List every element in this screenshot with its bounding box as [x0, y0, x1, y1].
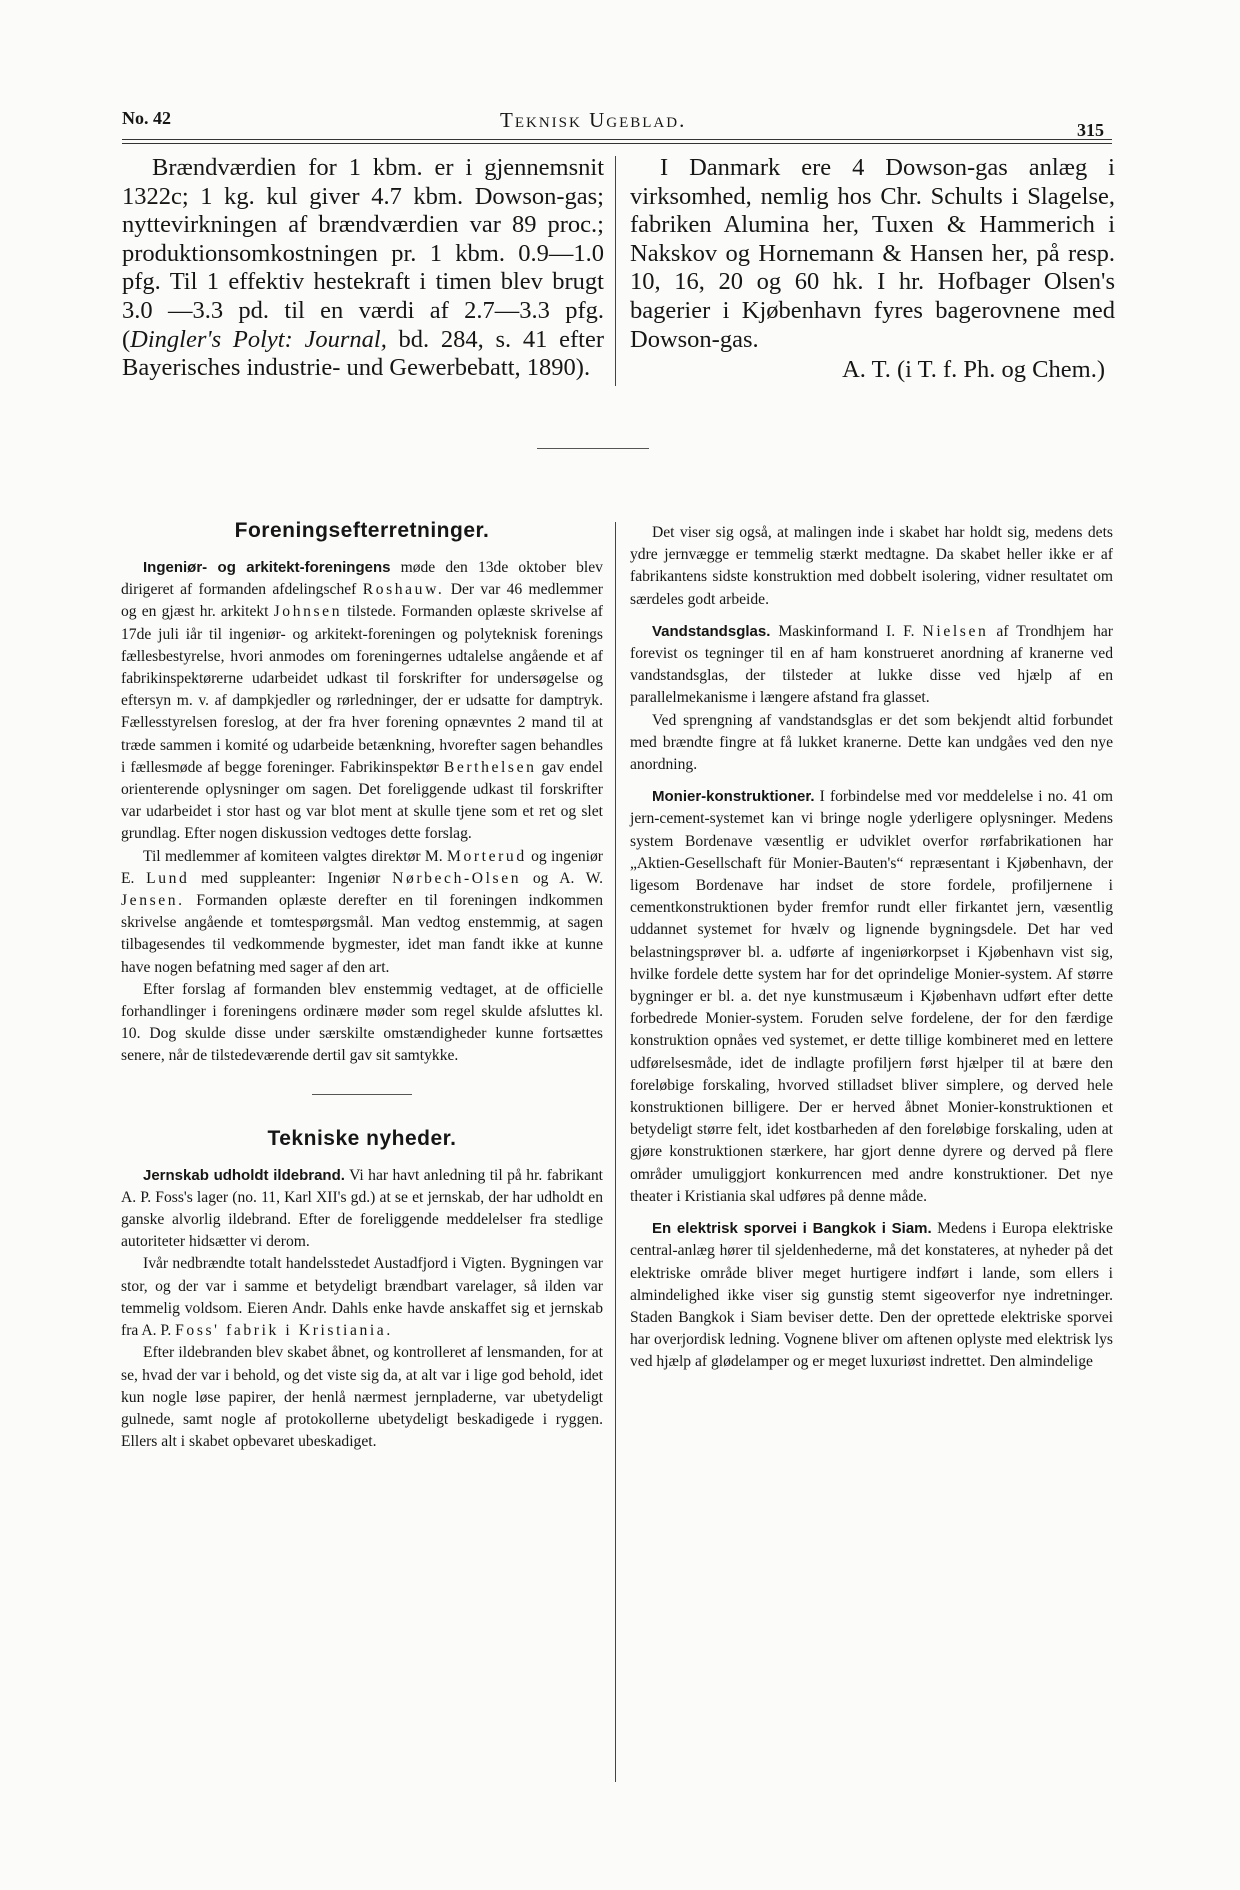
- text-run: Vi har havt anledning til på hr. fabrikant A. P. Foss's lager (no. 11, Karl XII's gd.) at se et jernskab, der har udholdt en ganske alvorlig ildebrand. Efter de foreliggende meddelelser fra stedlige autoriteter hidsætter vi derom.: [121, 1166, 603, 1251]
- paragraph: [121, 1253, 603, 1342]
- right-column: [630, 522, 1113, 1374]
- text-run: møde den 13de oktober blev dirigeret af formanden afdelingschef: [121, 559, 603, 599]
- person-name: Johnsen: [273, 603, 343, 621]
- text-run: og A. W.: [521, 869, 603, 887]
- paragraph: [630, 786, 1113, 1208]
- citation: Dingler's Polyt: Journal,: [130, 325, 387, 353]
- text-run: Formanden oplæste derefter en til foreningen indkommen skrivelse angående et tomtespørgsmål. Man vedtog enstemmig, at sagen tilbagesendes til vedkommende bygmester, idet man fandt ikke at kunne have nogen befatning med sager af den art.: [121, 892, 603, 976]
- person-name: Lund: [146, 869, 190, 887]
- person-name: Berthelsen: [443, 758, 537, 776]
- paragraph: Det viser sig også, at malingen inde i skabet har holdt sig, medens dets ydre jernvægge er temmelig stærkt medtagne. Da skabet heller ikke er af fabrikantens sidste konstruktion med dobbelt isolering, vidner resultatet om særdeles godt arbeide.: [630, 524, 1113, 608]
- text-run: Maskinformand I. F.: [770, 622, 923, 640]
- paragraph: [121, 1165, 603, 1254]
- section-separator: [537, 448, 649, 449]
- lead-heading: Monier-konstruktioner.: [652, 788, 815, 806]
- paragraph: [121, 846, 603, 979]
- text-run: med suppleanter: Ingeniør: [189, 869, 393, 887]
- journal-title: Teknisk Ugeblad.: [500, 108, 687, 132]
- lead-heading: Ingeniør- og arkitekt-foreningens: [143, 559, 391, 576]
- person-name: Nørbech-Olsen: [392, 869, 522, 887]
- text-run: Til medlemmer af komiteen valgtes direktør M.: [143, 847, 448, 865]
- dowson-gas-paragraph: [122, 154, 604, 383]
- lead-heading: En elektrisk sporvei i Bangkok i Siam.: [652, 1220, 932, 1238]
- header-rule: [122, 143, 1112, 144]
- text-run: gav endel orienterende oplysninger om sagen. Det foreliggende udkast til forskrifter var udarbeidet i stor hast og var blot ment at skulle tjene som et ret og slet grundlag. Efter nogen diskussion vedtoges dette forslag.: [121, 758, 603, 843]
- top-right-column: [630, 154, 1115, 385]
- text-run: og ingeniør E.: [121, 847, 604, 887]
- page-number: 315: [1077, 120, 1104, 140]
- top-left-column: [122, 154, 604, 383]
- text-run: Medens i Europa elektriske central-anlæg hører til sjeldenhederne, må det konstateres, at nyheder på det elektriske område bliver meget hurtigere indført i lande, som ellers i almindelighed ikke viser sig gunstig stemt sigeoverfor nye indretninger. Staden Bangkok i Siam beviser dette. Den der oprettede elektriske sporvei har overjordisk ledning. Vognene bliver om aftenen oplyste med elektrisk lys ved hjælp af glødelamper og er meget luxuriøst indrettet. Den almindelige: [630, 1220, 1113, 1371]
- paragraph: [630, 1218, 1113, 1373]
- person-name: Nielsen: [922, 622, 989, 640]
- paragraph: Efter ildebranden blev skabet åbnet, og kontrolleret af lensmanden, for at se, hvad der var i behold, og det viste sig da, at alt var i lige god behold, idet kun nogle løse papirer, der henlå nærmest jernpladerne, var ubetydeligt gulnede, samt nogle af protokollerne ubetydeligt beskadigede i ryggen. Ellers alt i skabet opbevaret ubeskadiget.: [121, 1344, 603, 1451]
- issue-number: No. 42: [122, 108, 171, 128]
- text-run: af Trondhjem har forevist os tegninger til en af ham konstrueret anordning af kranerne ved vandstandsglas, der tilsteder at lukke disse ved hjælp af en parallelmekanisme i længere afstand fra glasset.: [630, 622, 1113, 707]
- paragraph: Ved sprengning af vandstandsglas er det som bekjendt altid forbundet med brændte fingre at få lukket kranerne. Dette kan undgåes ved den nye anordning.: [630, 711, 1113, 774]
- company-name: Foss' fabrik i Kristiania.: [175, 1322, 393, 1340]
- person-name: Jensen.: [121, 892, 185, 910]
- column-divider: [615, 156, 616, 386]
- section-title-foreningsefterretninger: Foreningsefterretninger.: [234, 519, 490, 542]
- paragraph: [121, 557, 603, 846]
- column-divider: [615, 522, 616, 1782]
- signature: A. T. (i T. f. Ph. og Chem.): [842, 356, 1105, 384]
- paragraph: [630, 621, 1113, 710]
- header-rule: [122, 139, 1112, 140]
- lead-heading: Jernskab udholdt ildebrand.: [143, 1166, 345, 1184]
- left-column: [121, 517, 603, 1453]
- section-title-tekniske-nyheder: Tekniske nyheder.: [267, 1126, 457, 1150]
- text-run: tilstede. Formanden oplæste skrivelse af 17de juli iår til ingeniør- og arkitekt-foreningen og polyteknisk forenings fællesbestyrelse, hvori anmodes om foreningernes udtalelse angående et af fabrikinspektørerne udarbeidet udkast til forskrifter for undersøgelse og eftersyn m. v. af dampkjedler og rørledninger, der er udsatte for damptryk. Fællesstyrelsen foreslog, at der fra hver forening opnævntes 2 mand til at træde sammen i komité og udarbeide betænkning, hvorefter sagen behandles i fællesmøde af begge foreninger. Fabrikinspektør: [121, 603, 603, 776]
- text-run: bd. 284, s. 41 efter Bayerisches industrie- und Gewerbebatt, 1890).: [122, 325, 604, 382]
- text-run: Ivår nedbrændte totalt handelsstedet Austadfjord i Vigten. Bygningen var stor, og der var i samme et betydeligt brændbart varelager, så ilden var temmelig voldsom. Eieren Andr. Dahls enke havde anskaffet sig et jernskab fra A. P.: [121, 1255, 603, 1340]
- text-run: I forbindelse med vor meddelelse i no. 41 om jern-cement-systemet kan vi bringe nogle yderligere oplysninger. Medens system Bordenave væsentlig er udviklet overfor rørfabrikationen har „Aktien-Gesellschaft für Monier-Bauten's“ repræsentant i Kjøbenhavn, der ligesom Bordenave har indset de store fordele, profiljernene i cementkonstruktionen byder fremfor rundt eller firkantet jern, væsentlig uddannet systemet for hvælv og lignende bygningsdele. Det har ved belastningsprøver bl. a. udførte af ingeniørkorpset i Kjøbenhavn vist sig, hvilke fordele dette system har for det oprindelige Monier-system. Af større bygninger er bl. a. det nye kunstmusæum i Kjøbenhavn udført efter dette forbedrede Monier-system. Foruden selve fordelene, der for den færdige konstruktion opnåes ved systemet, er dette tillige kombineret med en lettere udførelsesmåde, idet de indlagte profiljern først hjælper til at bære den foreløbige forskaling, hvorved stilladset bliver simplere, og derved hele konstruktionen billigere. Der er herved åbnet Monier-konstruktionen et betydeligt større felt, idet kostbarheden af den foreløbige forskaling, uden at gjøre konstruktionen stærkere, har gjort denne dyrere og derved på flere områder umuliggjort konkurrencen med andre konstruktioner. Det nye theater i Kristiania skal udføres på denne måde.: [630, 788, 1113, 1205]
- paragraph: Efter forslag af formanden blev enstemmig vedtaget, at de officielle forhandlinger i foreningens ordinære møder som regel skulde afsluttes kl. 10. Dog skulde disse under særskilte omstændigheder kunne fortsættes senere, når de tilstedeværende dertil gav sit samtykke.: [121, 980, 603, 1065]
- section-separator: [312, 1094, 412, 1095]
- person-name: Morterud: [447, 847, 527, 865]
- person-name: Roshauw.: [362, 581, 445, 599]
- text-run: Brændværdien for 1 kbm. er i gjennemsnit 1322c; 1 kg. kul giver 4.7 kbm. Dowson-gas; nyttevirkningen af brændværdien var 89 proc.; produktionsomkostningen pr. 1 kbm. 0.9—1.0 pfg. Til 1 effektiv hestekraft i timen blev brugt 3.0 —3.3 pd. til en værdi af 2.7—3.3 pfg. (: [122, 154, 604, 353]
- text-run: Der var 46 medlemmer og en gjæst hr. arkitekt: [121, 581, 603, 621]
- lead-heading: Vandstandsglas.: [652, 622, 771, 640]
- denmark-paragraph: I Danmark ere 4 Dowson-gas anlæg i virksomhed, nemlig hos Chr. Schults i Slagelse, fabriken Alumina her, Tuxen & Hammerich i Nakskov og Hornemann & Hansen her, på resp. 10, 16, 20 og 60 hk. I hr. Hofbager Olsen's bagerier i Kjøbenhavn fyres bagerovnene med Dowson-gas.: [630, 154, 1115, 353]
